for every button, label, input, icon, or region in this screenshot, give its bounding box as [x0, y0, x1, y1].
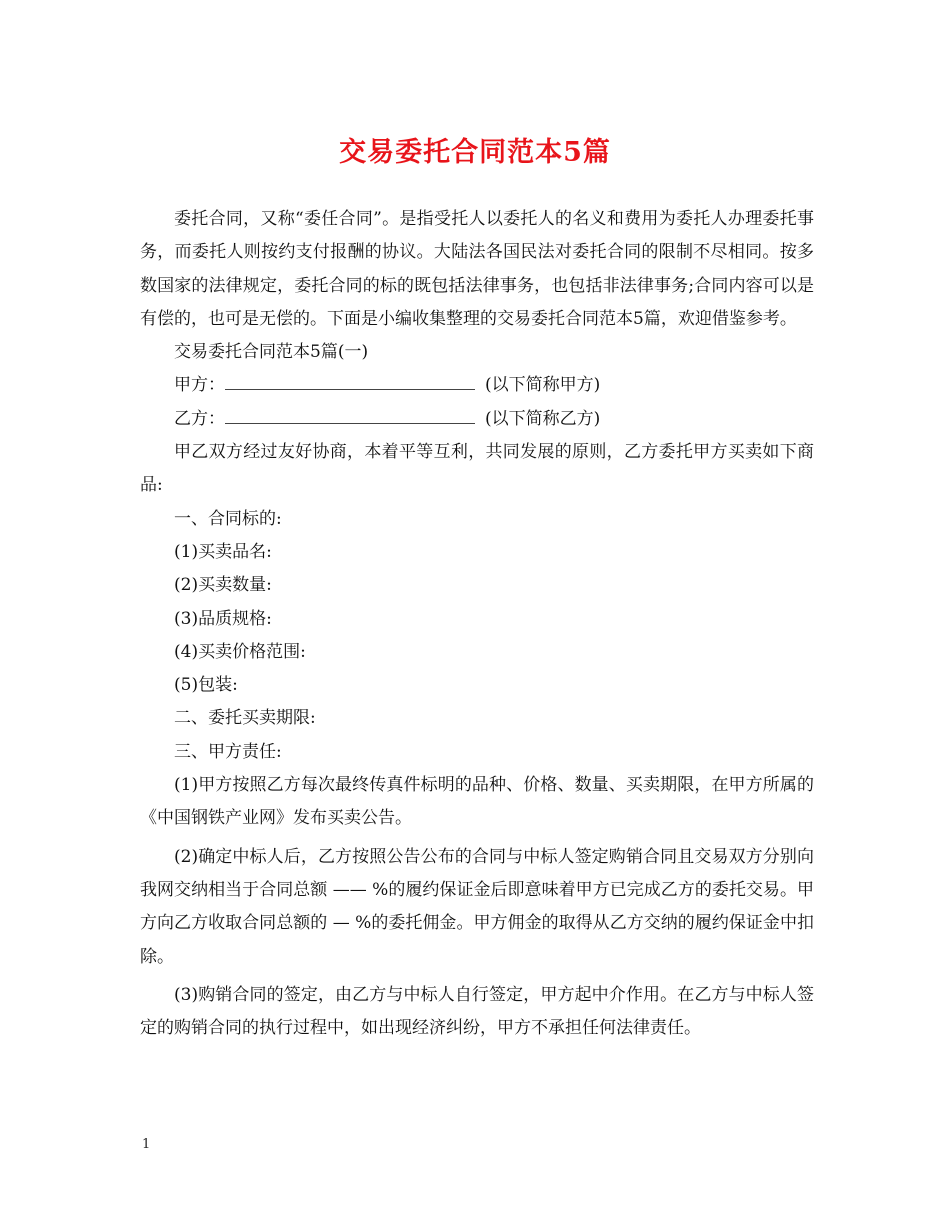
page-number: 1: [142, 1137, 151, 1152]
party-b-line: [140, 403, 814, 436]
item1-1: (1)买卖品名:: [174, 541, 272, 562]
document-title: 交易委托合同范本5篇: [339, 137, 611, 168]
item3-2: (2)确定中标人后，乙方按照公告公布的合同与中标人签定购销合同且交易双方分别向我网交纳相当于合同总额 —— %的履约保证金后即意味着甲方已完成乙方的委托交易。甲方向乙方收取合同总额的 — %的委托佣金。甲方佣金的取得从乙方交纳的履约保证金中扣除。: [140, 846, 814, 967]
party-b-suffix: (以下简称乙方): [485, 408, 601, 429]
item1-heading: 一、合同标的:: [174, 508, 282, 529]
item1-5: (5)包装:: [174, 675, 238, 696]
principle-paragraph: 甲乙双方经过友好协商，本着平等互利，共同发展的原则，乙方委托甲方买卖如下商品:: [140, 442, 814, 496]
item3-heading: 三、甲方责任:: [174, 741, 282, 762]
intro-paragraph: 委托合同，又称“委任合同”。是指受托人以委托人的名义和费用为委托人办理委托事务，而委托人则按约支付报酬的协议。大陆法各国民法对委托合同的限制不尽相同。按多数国家的法律规定，委托合同的标的既包括法律事务，也包括非法律事务;合同内容可以是有偿的，也可是无偿的。下面是小编收集整理的交易委托合同范本5篇，欢迎借鉴参考。: [140, 209, 814, 329]
item3-3: (3)购销合同的签定，由乙方与中标人自行签定，甲方起中介作用。在乙方与中标人签定的购销合同的执行过程中，如出现经济纠纷，甲方不承担任何法律责任。: [140, 984, 814, 1039]
party-b-blank: [225, 405, 475, 424]
party-a-line: [140, 369, 814, 402]
party-a-label: 甲方：: [174, 375, 225, 396]
section-heading: 交易委托合同范本5篇(一): [174, 342, 369, 363]
document-body: [140, 203, 814, 1045]
item1-2: (2)买卖数量:: [174, 575, 272, 596]
item2-heading: 二、委托买卖期限:: [174, 708, 316, 729]
party-a-suffix: (以下简称甲方): [485, 375, 601, 396]
party-b-label: 乙方：: [174, 408, 225, 429]
item1-3: (3)品质规格:: [174, 608, 272, 629]
item1-4: (4)买卖价格范围:: [174, 641, 306, 662]
item3-1: (1)甲方按照乙方每次最终传真件标明的品种、价格、数量、买卖期限，在甲方所属的《中国钢铁产业网》发布买卖公告。: [140, 775, 814, 829]
party-a-blank: [225, 371, 475, 390]
